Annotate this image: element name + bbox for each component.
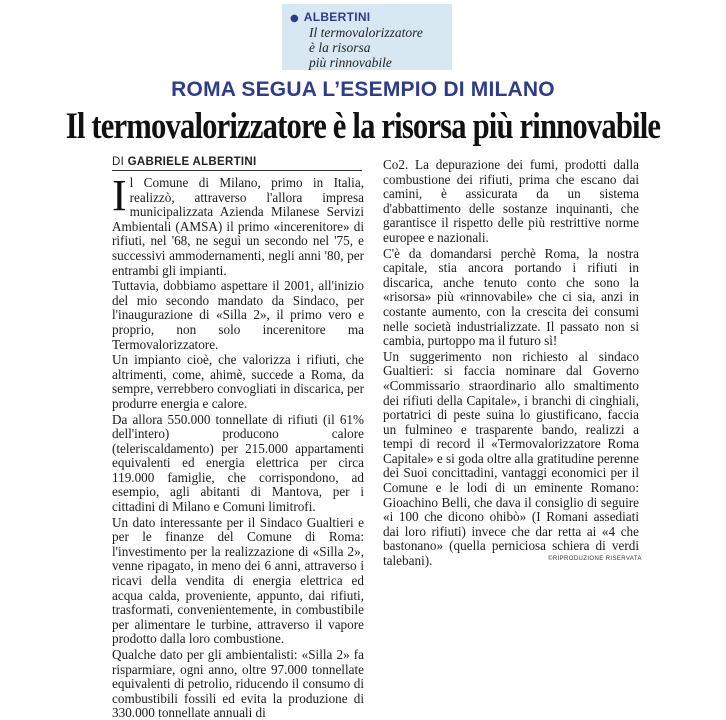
drop-cap: I: [112, 171, 127, 220]
article-paragraph: Da allora 550.000 tonnellate di rifiuti (il 61% dell'intero) producono calore (teleriscaldamento) per 215.000 appartamenti equivalenti ed energia elettrica per circa 119.000 famiglie, che corrispondono, ad esempio, agli abitanti di Mantova, per i cittadini di Milano e Comuni limitrofi.: [112, 411, 364, 515]
teaser-line: più rinnovabile: [309, 55, 392, 70]
article-paragraph: Un impianto cioè, che valorizza i rifiuti, che altrimenti, come, ahimè, succede a Roma, da sempre, verrebbero convogliati in discarica, per produrre energia e calore.: [112, 352, 364, 411]
article-paragraph: Un suggerimento non richiesto al sindaco Gualtieri: si faccia nominare dal Governo «Commissario straordinario allo smaltimento dei rifiuti della Capitale», i branchi di cinghiali, portatrici di peste suina lo giustificano, faccia un fulmineo e trasparente bando, realizzi a tempi di record il «Termovalorizzatore Roma Capitale» e si goda oltre alla gratitudine perenne dei Suoi concittadini, vantaggi economici per il Comune e le lodi di un eminente Romano: Gioachino Belli, che dava il consiglio di seguire «i 100 che dicono ohibò» (I Romani assediati dai loro rifiuti) invece che dar retta ai «4 che bastonano» (quella perniciosa schiera di verdi talebani).: [383, 348, 639, 569]
article-paragraph: Un dato interessante per il Sindaco Gualtieri e per le finanze del Comune di Roma: l'investimento per la realizzazione di «Silla 2», venne ripagato, in meno dei 6 anni, attraverso i ricavi della vendita di energia elettrica ed acqua calda, proveniente, appunto, dai rifiuti, trasformati, convenientemente, in combustibile per alimentare le turbine, attraverso il vapore prodotto dalla loro combustione.: [112, 514, 364, 647]
article-column-left: [112, 171, 364, 720]
teaser-line: Il termovalorizzatore: [309, 25, 423, 40]
byline-author: GABRIELE ALBERTINI: [127, 156, 257, 168]
article-column-right: [383, 158, 639, 570]
summary-box: [282, 4, 452, 70]
article-headline: Il termovalorizzatore è la risorsa più rinnovabile: [65, 105, 661, 146]
article-paragraph: Qualche dato per gli ambientalisti: «Silla 2» fa risparmiare, ogni anno, oltre 97.000 tonnellate equivalenti di petrolio, riducendo il consumo di combustibili fossili ed evita la produzione di 330.000 tonnellate annuali di: [112, 647, 364, 720]
summary-teaser: [309, 25, 452, 70]
byline-prefix: DI: [112, 156, 128, 168]
article-paragraph: C'è da domandarsi perchè Roma, la nostra capitale, stia ancora portando i rifiuti in discarica, anche tenuto conto che sono la «risorsa» più «rinnovabile» che ci sia, anzi in costante aumento, con la crescita dei consumi nelle società industrializzate. Il passato non si cambia, purtoppo ma il futuro sì!: [383, 245, 639, 349]
author-tag: ALBERTINI: [303, 10, 371, 24]
article-paragraph: Tuttavia, dobbiamo aspettare il 2001, all'inizio del mio secondo mandato da Sindaco, per l'inaugurazione di «Silla 2», il primo vero e proprio, non solo incerenitore ma Termovalorizzatore.: [112, 278, 364, 352]
kicker-headline: ROMA SEGUA L’ESEMPIO DI MILANO: [171, 78, 555, 101]
bullet-icon: ●: [290, 13, 299, 24]
article-paragraph: Co2. La depurazione dei fumi, prodotti dalla combustione dei rifiuti, prima che escano dai camini, è assicurata da un sistema d'abbattimento delle sostanze inquinanti, che garantisce il rispetto delle più restrittive norme europee e nazionali.: [383, 157, 639, 245]
article-paragraph: Il Comune di Milano, primo in Italia, realizzò, attraverso l'allora impresa municipalizzata Azienda Milanese Servizi Ambientali (AMSA) il primo «incerenitore» di rifiuti, nel '68, ne seguì un secondo nel '75, e successivi ammodernamenti, negli anni '80, per entrambi gli impianti.: [112, 171, 364, 278]
teaser-line: è la risorsa: [309, 40, 371, 55]
copyright-notice: ©RIPRODUZIONE RISERVATA: [548, 556, 642, 562]
byline: [112, 156, 362, 171]
